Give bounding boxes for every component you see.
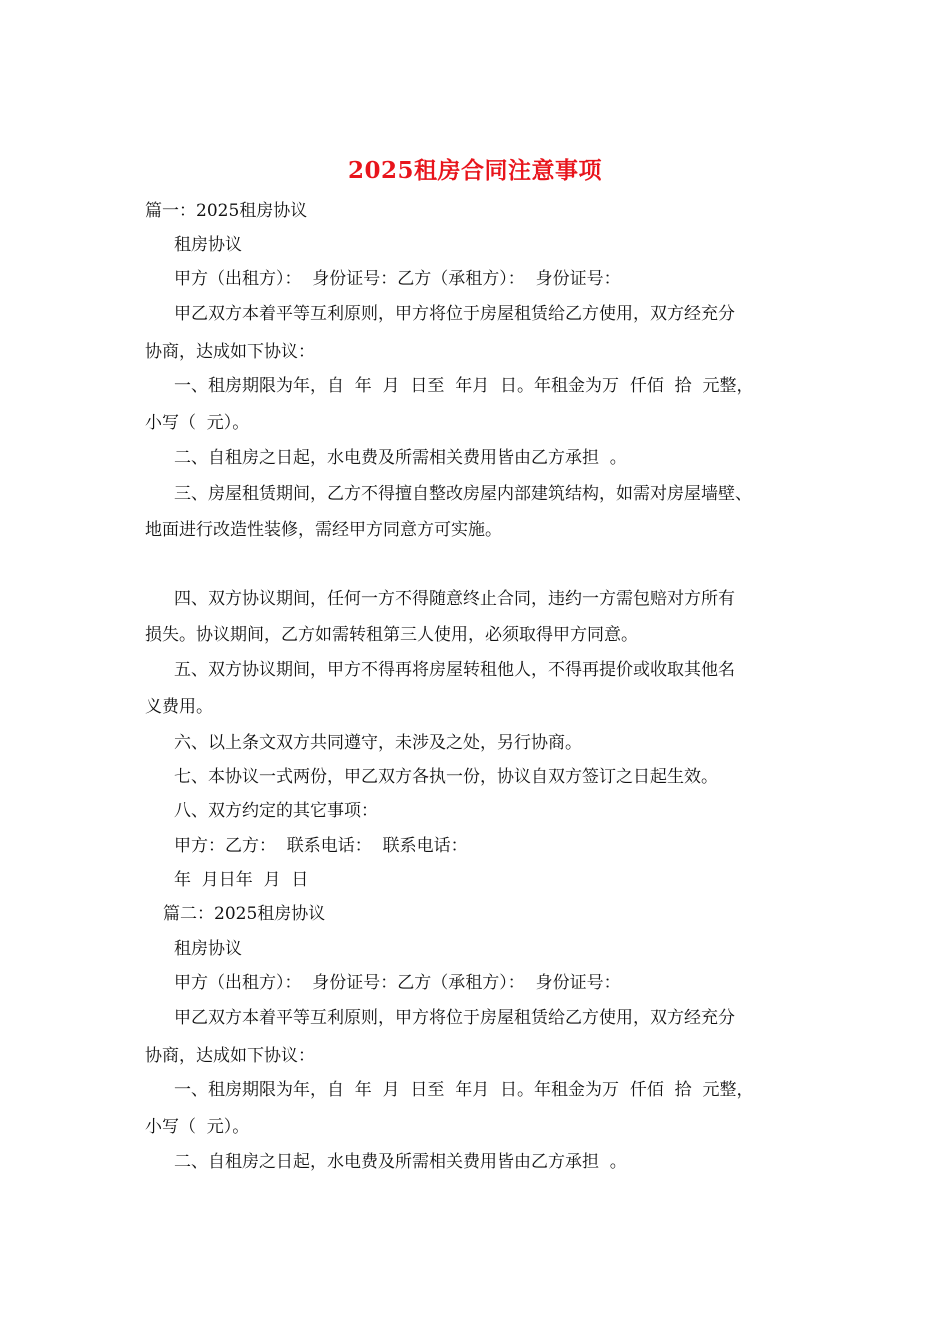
paragraph-line: 甲方（出租方）： 身份证号：乙方（承租方）： 身份证号： [174, 269, 621, 289]
paragraph-line: 损失。协议期间，乙方如需转租第三人使用，必须取得甲方同意。 [145, 625, 638, 645]
document-title: 2025租房合同注意事项 [347, 157, 602, 184]
paragraph-line: 小写（ 元）。 [145, 413, 250, 433]
paragraph-line: 二、自租房之日起，水电费及所需相关费用皆由乙方承担 。 [174, 448, 627, 468]
paragraph-line: 一、租房期限为年，自 年 月 日至 年月 日。年租金为万 仟佰 拾 元整， [174, 376, 754, 396]
subtitle: 租房协议 [174, 235, 242, 255]
paragraph-line: 甲乙双方本着平等互利原则，甲方将位于房屋租赁给乙方使用，双方经充分 [174, 1008, 735, 1028]
paragraph-line: 六、以上条文双方共同遵守，未涉及之处，另行协商。 [174, 733, 582, 753]
section-heading: 篇二：2025租房协议 [163, 904, 326, 924]
paragraph-line: 甲乙双方本着平等互利原则，甲方将位于房屋租赁给乙方使用，双方经充分 [174, 304, 735, 324]
paragraph-line: 二、自租房之日起，水电费及所需相关费用皆由乙方承担 。 [174, 1152, 627, 1172]
paragraph-line: 八、双方约定的其它事项： [174, 801, 378, 821]
subtitle: 租房协议 [174, 939, 242, 959]
paragraph-line: 五、双方协议期间，甲方不得再将房屋转租他人，不得再提价或收取其他名 [174, 660, 735, 680]
signature-line: 甲方：乙方： 联系电话： 联系电话： [174, 836, 468, 856]
paragraph-line: 三、房屋租赁期间，乙方不得擅自整改房屋内部建筑结构，如需对房屋墙壁、 [174, 484, 752, 504]
paragraph-line: 一、租房期限为年，自 年 月 日至 年月 日。年租金为万 仟佰 拾 元整， [174, 1080, 754, 1100]
paragraph-line: 协商，达成如下协议： [145, 1046, 315, 1066]
paragraph-line: 四、双方协议期间，任何一方不得随意终止合同，违约一方需包赔对方所有 [174, 589, 735, 609]
paragraph-line: 义费用。 [145, 697, 213, 717]
paragraph-line: 协商，达成如下协议： [145, 342, 315, 362]
paragraph-line: 七、本协议一式两份，甲乙双方各执一份，协议自双方签订之日起生效。 [174, 767, 718, 787]
section-heading: 篇一：2025租房协议 [145, 201, 308, 221]
paragraph-line: 小写（ 元）。 [145, 1117, 250, 1137]
paragraph-line: 甲方（出租方）： 身份证号：乙方（承租方）： 身份证号： [174, 973, 621, 993]
paragraph-line: 地面进行改造性装修，需经甲方同意方可实施。 [145, 520, 502, 540]
date-line: 年 月日年 月 日 [174, 870, 309, 890]
